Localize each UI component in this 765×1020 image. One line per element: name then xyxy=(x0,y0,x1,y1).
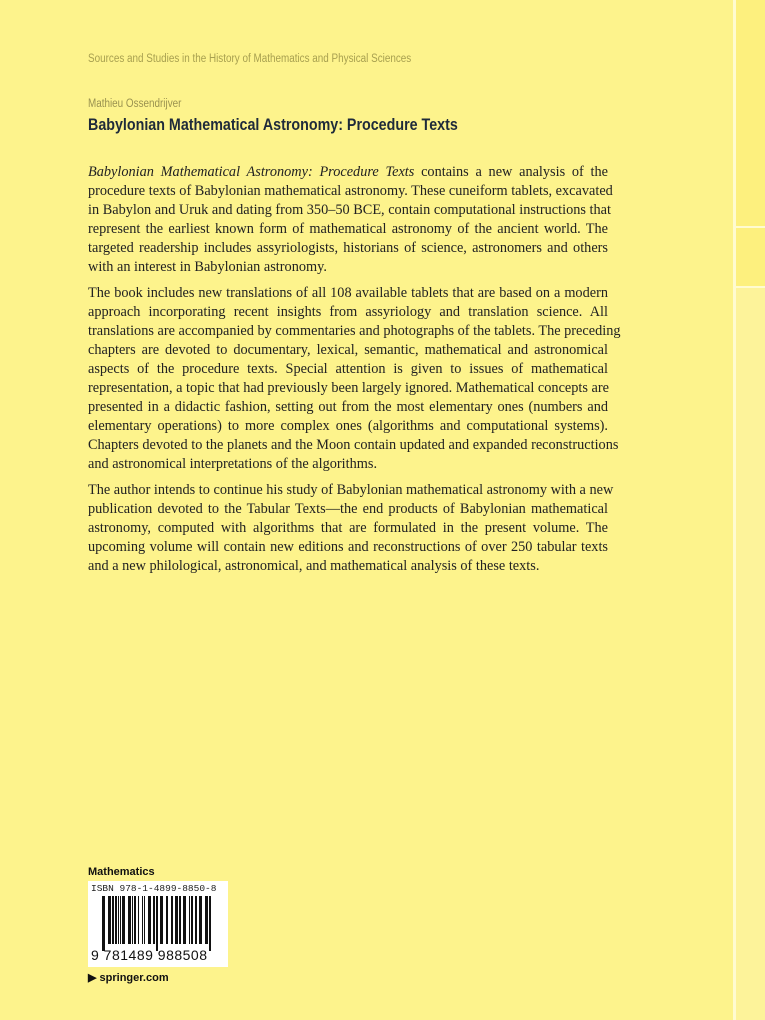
barcode-bar xyxy=(199,896,202,944)
barcode-bar xyxy=(128,896,131,944)
blurb-line: publication devoted to the Tabular Texts—the end products of Babylonian mathematical xyxy=(88,500,608,517)
blurb-line: approach incorporating recent insights from assyriology and translation science. All xyxy=(88,303,608,320)
blurb-line: Chapters devoted to the planets and the Moon contain updated and expanded reconstructions xyxy=(88,437,619,454)
barcode-bar xyxy=(142,896,143,944)
book-title: Babylonian Mathematical Astronomy: Procedure Texts xyxy=(88,115,458,134)
blurb-line: and a new philological, astronomical, and mathematical analysis of these texts. xyxy=(88,557,540,574)
barcode-bar xyxy=(175,896,178,944)
barcode-bar xyxy=(189,896,190,944)
author-name: Mathieu Ossendrijver xyxy=(88,98,182,110)
blurb-paragraph-1 xyxy=(88,163,613,278)
barcode-bar xyxy=(120,896,121,944)
blurb-line: targeted readership includes assyriologists, historians of science, astronomers and others xyxy=(88,240,608,257)
blurb-line: presented in a didactic fashion, setting out from the most elementary ones (numbers and xyxy=(88,399,608,416)
subject-category: Mathematics xyxy=(88,866,155,878)
barcode-bar xyxy=(138,896,139,944)
blurb-line: translations are accompanied by commentaries and photographs of the tablets. The preceding xyxy=(88,322,621,339)
website-link[interactable] xyxy=(88,971,169,984)
title-italic: Babylonian Mathematical Astronomy: Procedure Texts xyxy=(88,164,415,180)
blurb-line: elementary operations) to more complex ones (algorithms and computational systems). xyxy=(88,418,608,435)
blurb-paragraph-3 xyxy=(88,481,614,576)
website-text: springer.com xyxy=(99,972,169,984)
barcode-bar xyxy=(112,896,114,944)
barcode-bars xyxy=(102,896,214,951)
isbn-text: ISBN 978-1-4899-8850-8 xyxy=(91,883,217,894)
barcode-bar xyxy=(144,896,145,944)
blurb-line: upcoming volume will contain new editions and reconstructions of over 250 tabular texts xyxy=(88,538,608,555)
blurb-line: astronomy, computed with algorithms that are formulated in the present volume. The xyxy=(88,519,608,536)
blurb-line: represent the earliest known form of mathematical astronomy of the ancient world. The xyxy=(88,221,608,238)
isbn-barcode xyxy=(88,881,228,967)
blurb-line: procedure texts of Babylonian mathematical astronomy. These cuneiform tablets, excavated xyxy=(88,183,613,200)
barcode-bar xyxy=(134,896,136,944)
blurb-line: with an interest in Babylonian astronomy. xyxy=(88,259,327,276)
blurb-paragraph-2 xyxy=(88,284,621,475)
barcode-bar xyxy=(209,896,211,951)
spine-divider xyxy=(733,0,736,1020)
barcode-bar xyxy=(191,896,193,944)
barcode-digits: 9 781489 988508 xyxy=(91,947,208,963)
barcode-bar xyxy=(122,896,125,944)
barcode-bar xyxy=(166,896,168,944)
barcode-bar xyxy=(179,896,181,944)
spine xyxy=(735,0,765,1020)
blurb-line xyxy=(88,163,608,182)
blurb-text: contains a new analysis of the xyxy=(414,164,608,180)
series-title: Sources and Studies in the History of Mathematics and Physical Sciences xyxy=(88,53,412,65)
blurb xyxy=(88,163,621,582)
blurb-line: representation, a topic that had previously been largely ignored. Mathematical concepts are xyxy=(88,380,609,397)
barcode-bar xyxy=(102,896,105,951)
barcode-bar xyxy=(115,896,117,944)
blurb-line: The book includes new translations of all 108 available tablets that are based on a modern xyxy=(88,284,608,301)
blurb-line: aspects of the procedure texts. Special attention is given to issues of mathematical xyxy=(88,360,608,377)
barcode-bar xyxy=(205,896,208,944)
barcode-bar xyxy=(171,896,173,944)
barcode-bar xyxy=(153,896,155,944)
barcode-bar xyxy=(132,896,133,944)
barcode-bar xyxy=(148,896,151,944)
blurb-line: chapters are devoted to documentary, lexical, semantic, mathematical and astronomical xyxy=(88,341,608,358)
blurb-line: and astronomical interpretations of the algorithms. xyxy=(88,456,378,473)
barcode-bar xyxy=(156,896,158,951)
barcode-bar xyxy=(183,896,186,944)
barcode-bar xyxy=(118,896,119,944)
barcode-bar xyxy=(160,896,163,944)
blurb-line: in Babylon and Uruk and dating from 350–50 BCE, contain computational instructions that xyxy=(88,202,611,219)
barcode-bar xyxy=(195,896,197,944)
blurb-line: The author intends to continue his study of Babylonian mathematical astronomy with a new xyxy=(88,481,614,498)
triangle-right-icon: ▶ xyxy=(88,972,100,984)
barcode-bar xyxy=(108,896,111,944)
